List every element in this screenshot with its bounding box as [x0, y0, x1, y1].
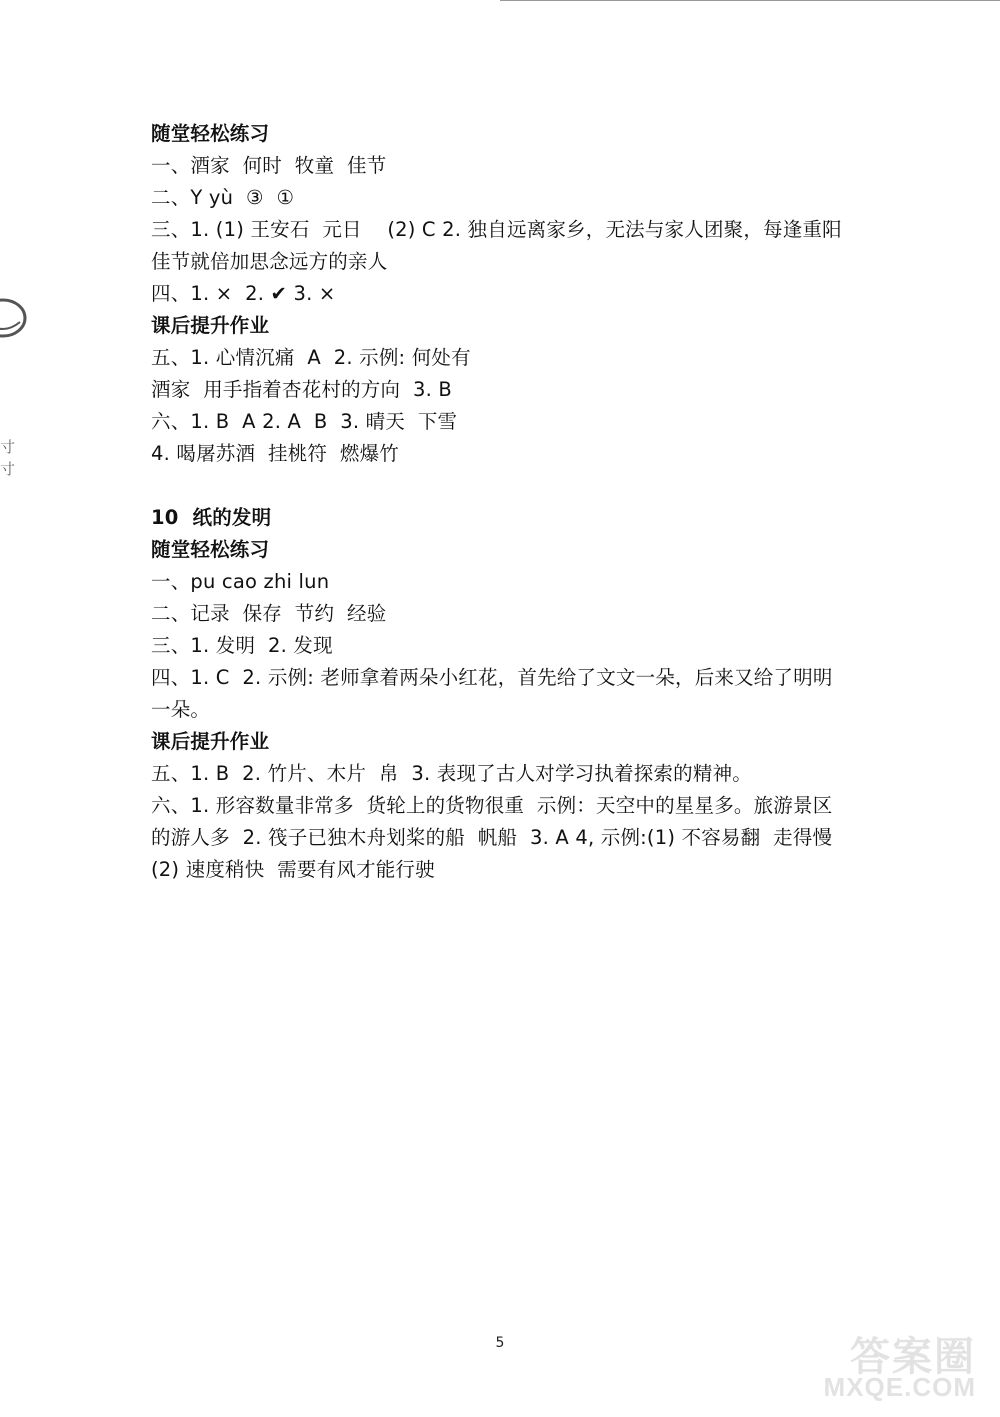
section-heading: 课后提升作业: [151, 730, 270, 753]
answer-line: 四、1. C 2. 示例: 老师拿着两朵小红花，首先给了文文一朵，后来又给了明明: [151, 666, 833, 689]
answer-line: 三、1. (1) 王安石 元日 (2) C 2. 独自远离家乡，无法与家人团聚，每逢重阳: [151, 218, 842, 241]
answer-line: 五、1. 心情沉痛 A 2. 示例: 何处有: [151, 346, 471, 369]
answer-line: 一朵。: [151, 698, 211, 721]
section-heading: 10 纸的发明: [151, 506, 272, 529]
answer-line: 二、记录 保存 节约 经验: [151, 602, 387, 625]
section-gap: [151, 470, 861, 502]
binding-ring-icon: [0, 292, 28, 352]
watermark-en: MXQE.COM: [823, 1372, 976, 1402]
section-paper-invention-answers: [151, 502, 861, 886]
watermark-logo: [824, 1325, 984, 1405]
answer-content: [151, 118, 861, 886]
watermark-cn: 答案圈: [850, 1334, 976, 1380]
answer-line: 六、1. 形容数量非常多 货轮上的货物很重 示例：天空中的星星多。旅游景区: [151, 794, 833, 817]
left-edge-fragment: [0, 292, 28, 356]
top-rule: [500, 0, 1000, 1]
answer-line: 酒家 用手指着杏花村的方向 3. B: [151, 378, 452, 401]
answer-line: 一、pu cao zhi lun: [151, 570, 330, 593]
section-heading: 课后提升作业: [151, 314, 270, 337]
edge-text-2: 寸: [0, 460, 16, 478]
answer-line: (2) 速度稍快 需要有风才能行驶: [151, 858, 435, 881]
answer-line: 佳节就倍加思念远方的亲人: [151, 250, 388, 273]
section-heading: 随堂轻松练习: [151, 122, 270, 145]
answer-line: 一、酒家 何时 牧童 佳节: [151, 154, 387, 177]
answer-line: 五、1. B 2. 竹片、木片 帛 3. 表现了古人对学习执着探索的精神。: [151, 762, 752, 785]
edge-text-1: 寸: [0, 438, 16, 456]
page-number: 5: [495, 1335, 505, 1351]
answer-line: 的游人多 2. 筏子已独木舟划桨的船 帆船 3. A 4, 示例:(1) 不容易翻 走得慢: [151, 826, 833, 849]
section-poem-answers: [151, 118, 861, 470]
section-heading: 随堂轻松练习: [151, 538, 270, 561]
answer-line: 六、1. B A 2. A B 3. 晴天 下雪: [151, 410, 458, 433]
answer-line: 三、1. 发明 2. 发现: [151, 634, 333, 657]
answer-line: 4. 喝屠苏酒 挂桃符 燃爆竹: [151, 442, 399, 465]
answer-line: 四、1. × 2. ✔ 3. ×: [151, 282, 336, 305]
answer-line: 二、Y yù ③ ①: [151, 186, 295, 209]
